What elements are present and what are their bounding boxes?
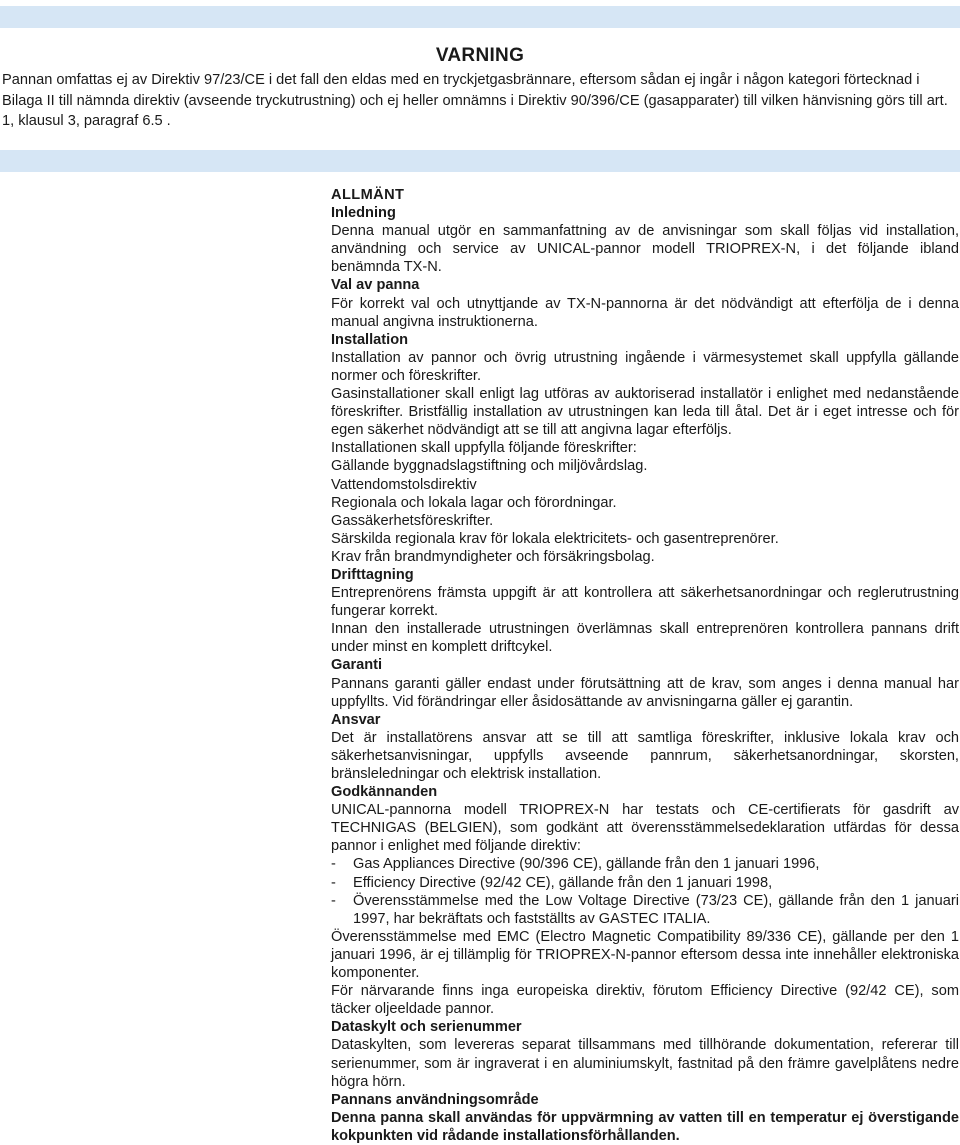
install-list-item: Vattendomstolsdirektiv <box>331 476 477 493</box>
choice-title: Val av panna <box>331 277 420 294</box>
install-list-item: Krav från brandmyndigheter och försäkringsbolag. <box>331 548 655 565</box>
plate-text: Dataskylten, som levereras separat tillsammans med tillhörande dokumentation, refererar till serienummer, som är ingraverat i en aluminiumskylt, fastnitad på den främre gavelplåtens nedre högra hörn. <box>331 1037 959 1090</box>
intro-title: Inledning <box>331 205 396 222</box>
install-list-item: Gällande byggnadslagstiftning och miljövårdslag. <box>331 458 648 475</box>
warning-title: VARNING <box>435 45 525 66</box>
header-band <box>0 6 960 28</box>
install-list-item: Regionala och lokala lagar och förordningar. <box>331 494 617 511</box>
warranty-title: Garanti <box>331 657 383 674</box>
install-list-item: Gassäkerhetsföreskrifter. <box>331 512 494 529</box>
install-paragraph-1: Installation av pannor och övrig utrustning ingående i värmesystemet skall uppfylla gällande normer och föreskrifter. <box>331 349 959 384</box>
install-paragraph-2: Gasinstallationer skall enligt lag utföras av auktoriserad installatör i enlighet med nedanstående föreskrifter. Bristfällig installation av utrustningen kan leda till åtal. Det är i eget intresse och för egen säkerhet nödvändigt att se till att angivna lagar efterföljs. <box>331 386 959 439</box>
usage-text: Denna panna skall användas för uppvärmning av vatten till en temperatur ej överstigande kokpunkten vid rådande installationsförhållanden. <box>331 1109 959 1144</box>
commission-paragraph-1: Entreprenörens främsta uppgift är att kontrollera att säkerhetsanordningar och reglerutrustning fungerar korrekt. <box>331 585 959 620</box>
approval-paragraph-1: UNICAL-pannorna modell TRIOPREX-N har testats och CE-certifierats för gasdrift av TECHNIGAS (BELGIEN), som godkänt att överensstämmelsedeklaration utfärdas för dessa pannor i enlighet med följande direktiv: <box>331 802 959 855</box>
section-divider-band <box>0 150 960 172</box>
approval-paragraph-3: För närvarande finns inga europeiska direktiv, förutom Efficiency Directive (92/42 CE), som täcker oljeeldade pannor. <box>331 983 959 1018</box>
plate-title: Dataskylt och serienummer <box>331 1019 522 1036</box>
install-list-item: Särskilda regionala krav för lokala elektricitets- och gasentreprenörer. <box>331 530 779 547</box>
approval-list-item: - Överensstämmelse med the Low Voltage Directive (73/23 CE), gällande från den 1 januari 1997, har bekräftats och fastställts av GASTEC ITALIA. <box>331 892 959 927</box>
approval-list-item: - Gas Appliances Directive (90/396 CE), gällande från den 1 januari 1996, <box>331 856 820 873</box>
usage-title: Pannans användningsområde <box>331 1091 539 1108</box>
approval-list-item: - Efficiency Directive (92/42 CE), gällande från den 1 januari 1998, <box>331 874 773 891</box>
commission-paragraph-2: Innan den installerade utrustningen överlämnas skall entreprenören kontrollera pannans drift under minst en komplett driftcykel. <box>331 621 959 656</box>
approval-title: Godkännanden <box>331 784 438 801</box>
choice-text: För korrekt val och utnyttjande av TX-N-pannorna är det nödvändigt att efterfölja de i denna manual angivna instruktionerna. <box>331 295 959 330</box>
liability-title: Ansvar <box>331 711 381 728</box>
general-section <box>331 186 959 1145</box>
install-title: Installation <box>331 331 409 348</box>
install-list-intro: Installationen skall uppfylla följande föreskrifter: <box>331 440 637 457</box>
commission-title: Drifttagning <box>331 566 414 583</box>
warning-text: Pannan omfattas ej av Direktiv 97/23/CE i det fall den eldas med en tryckjetgasbrännare, eftersom sådan ej ingår i någon kategori förtecknad i Bilaga II till nämnda direktiv (avseende tryckutrustning) och ej heller omnämns i Direktiv 90/396/CE (gasapparater) till vilken hänvisning görs till art. 1, klausul 3, paragraf 6.5 . <box>2 72 948 129</box>
intro-text: Denna manual utgör en sammanfattning av de anvisningar som skall följas vid installation, användning och service av UNICAL-pannor modell TRIOPREX-N, i det följande ibland benämnda TX-N. <box>331 223 959 276</box>
approval-paragraph-2: Överensstämmelse med EMC (Electro Magnetic Compatibility 89/336 CE), gällande per den 1 januari 1996, är ej tillämplig för TRIOPREX-N-pannor eftersom dessa inte innehåller elektroniska komponenter. <box>331 928 959 982</box>
liability-text: Det är installatörens ansvar att se till att samtliga föreskrifter, inklusive lokala krav och säkerhetsanvisningar, uppfylls avseende pannrum, säkerhetsanordningar, skorsten, bränsleledningar och elektrisk installation. <box>331 729 959 782</box>
section-heading: ALLMÄNT <box>331 187 405 203</box>
warranty-text: Pannans garanti gäller endast under förutsättning att de krav, som anges i denna manual har uppfyllts. Vid förändringar eller åsidosättande av anvisningarna gäller ej garantin. <box>331 675 959 710</box>
